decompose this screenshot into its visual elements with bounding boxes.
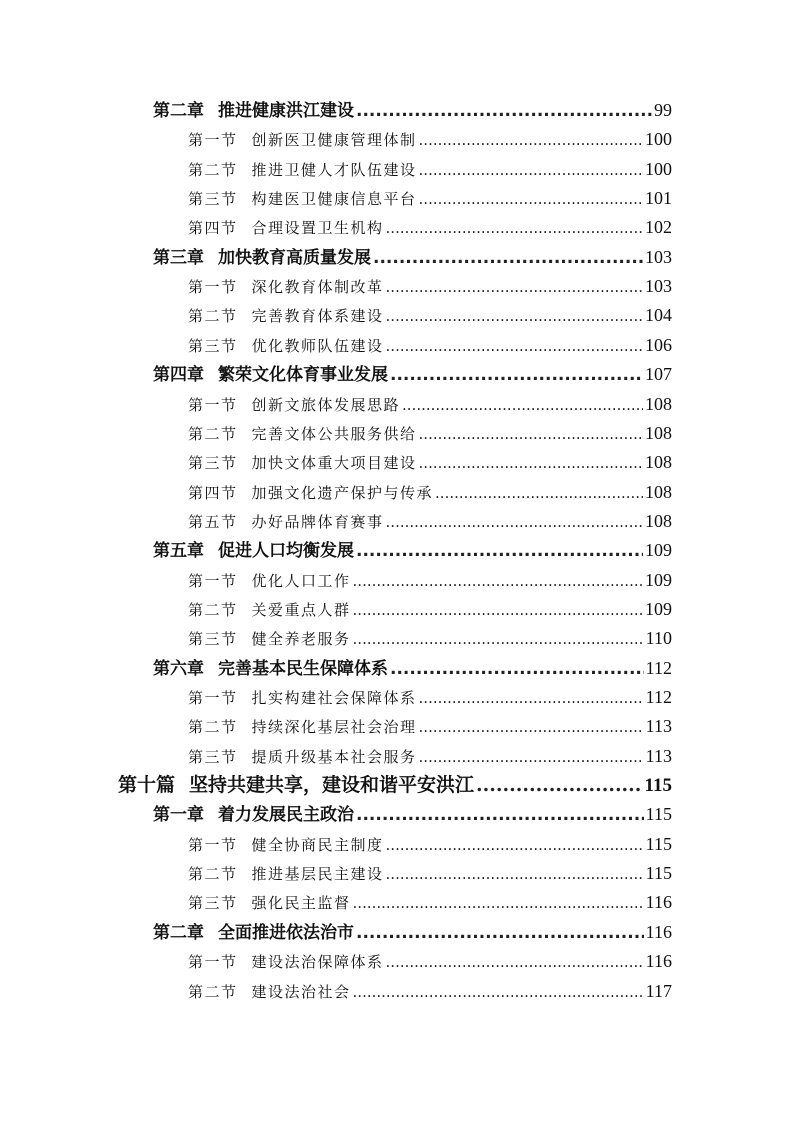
toc-entry-number: 第十篇 bbox=[118, 774, 176, 797]
toc-entry-text: 完善基本民生保障体系 bbox=[218, 658, 388, 679]
toc-page-number: 99 bbox=[654, 100, 672, 120]
toc-entry-section[interactable] bbox=[188, 155, 672, 184]
toc-entry-number: 第三章 bbox=[153, 247, 204, 268]
toc-entry-section[interactable] bbox=[188, 742, 672, 771]
toc-entry-section[interactable] bbox=[188, 331, 672, 360]
toc-entry-title bbox=[188, 567, 351, 596]
toc-entry-text: 深化教育体制改革 bbox=[251, 278, 384, 297]
toc-entry-number: 第三节 bbox=[188, 894, 238, 913]
toc-page-number: 107 bbox=[645, 364, 672, 385]
toc-entry-section[interactable] bbox=[188, 184, 672, 213]
toc-entry-section[interactable] bbox=[188, 507, 672, 536]
toc-entry-number: 第一节 bbox=[188, 953, 238, 972]
toc-entry-number: 第二节 bbox=[188, 424, 238, 443]
dot-leader bbox=[419, 126, 643, 155]
toc-entry-title bbox=[188, 214, 384, 243]
toc-entry-title bbox=[188, 625, 351, 654]
toc-entry-text: 加快文体重大项目建设 bbox=[251, 454, 417, 473]
toc-page-number: 116 bbox=[645, 951, 672, 972]
toc-entry-title bbox=[188, 743, 417, 772]
toc-page-number: 115 bbox=[644, 775, 672, 797]
toc-entry-text: 健全养老服务 bbox=[251, 630, 351, 649]
toc-page-number: 102 bbox=[645, 217, 672, 238]
toc-entry-number: 第二节 bbox=[188, 160, 238, 179]
toc-entry-text: 坚持共建共享，建设和谐平安洪江 bbox=[189, 774, 475, 797]
toc-entry-title bbox=[188, 449, 417, 478]
toc-entry-text: 合理设置卫生机构 bbox=[251, 219, 384, 238]
toc-page-number: 109 bbox=[645, 540, 672, 561]
dot-leader bbox=[419, 156, 643, 185]
toc-entry-section[interactable] bbox=[188, 390, 672, 419]
toc-entry-section[interactable] bbox=[188, 448, 672, 477]
toc-entry-section[interactable] bbox=[188, 301, 672, 330]
toc-entry-number: 第四章 bbox=[153, 365, 204, 386]
dot-leader bbox=[386, 214, 643, 243]
dot-leader bbox=[386, 302, 643, 331]
dot-leader bbox=[386, 508, 643, 537]
toc-entry-text: 优化人口工作 bbox=[251, 571, 351, 590]
dot-leader bbox=[356, 801, 644, 830]
toc-page-number: 101 bbox=[645, 188, 672, 209]
toc-entry-number: 第六章 bbox=[153, 658, 204, 679]
toc-entry-section[interactable] bbox=[188, 947, 672, 976]
toc-entry-section[interactable] bbox=[188, 830, 672, 859]
toc-entry-number: 第三节 bbox=[188, 336, 238, 355]
toc-entry-title bbox=[188, 302, 384, 331]
toc-entry-title bbox=[118, 771, 474, 800]
toc-page-number: 115 bbox=[645, 863, 672, 884]
toc-entry-text: 办好品牌体育赛事 bbox=[251, 512, 384, 531]
toc-entry-number: 第二节 bbox=[188, 307, 238, 326]
toc-entry-title bbox=[188, 948, 384, 977]
toc-entry-section[interactable] bbox=[188, 272, 672, 301]
dot-leader bbox=[353, 596, 643, 625]
toc-page-number: 109 bbox=[645, 598, 672, 619]
toc-entry-title bbox=[188, 596, 351, 625]
toc-entry-chapter[interactable] bbox=[153, 800, 672, 829]
toc-entry-title bbox=[153, 919, 354, 948]
toc-page-number: 108 bbox=[645, 452, 672, 473]
toc-entry-text: 促进人口均衡发展 bbox=[218, 541, 354, 562]
toc-entry-chapter[interactable] bbox=[153, 360, 672, 389]
toc-page-number: 110 bbox=[645, 628, 672, 649]
toc-entry-title bbox=[188, 273, 384, 302]
toc-entry-title bbox=[153, 244, 371, 273]
dot-leader bbox=[386, 948, 644, 977]
toc-entry-title bbox=[153, 655, 388, 684]
toc-entry-number: 第三节 bbox=[188, 454, 238, 473]
toc-entry-title bbox=[188, 479, 433, 508]
toc-entry-text: 扎实构建社会保障体系 bbox=[251, 689, 417, 707]
toc-entry-title bbox=[188, 978, 351, 1007]
dot-leader bbox=[476, 771, 643, 800]
toc-entry-text: 着力发展民主政治 bbox=[218, 805, 354, 826]
toc-entry-text: 优化教师队伍建设 bbox=[251, 336, 384, 355]
dot-leader bbox=[419, 713, 644, 742]
toc-page-number: 116 bbox=[645, 921, 672, 942]
toc-entry-text: 加强文化遗产保护与传承 bbox=[251, 483, 434, 502]
toc-page-number: 113 bbox=[645, 745, 672, 766]
toc-entry-text: 创新医卫健康管理体制 bbox=[251, 131, 417, 150]
dot-leader bbox=[419, 684, 644, 713]
toc-page-number: 113 bbox=[645, 716, 672, 737]
toc-entry-number: 第一节 bbox=[188, 395, 238, 414]
toc-entry-text: 完善教育体系建设 bbox=[251, 307, 384, 326]
dot-leader bbox=[386, 332, 643, 361]
dot-leader bbox=[419, 420, 643, 449]
toc-entry-number: 第一节 bbox=[188, 131, 238, 150]
toc-entry-section[interactable] bbox=[188, 888, 672, 917]
dot-leader bbox=[402, 391, 643, 420]
toc-entry-part[interactable] bbox=[118, 771, 672, 800]
toc-page-number: 108 bbox=[645, 422, 672, 443]
toc-entry-chapter[interactable] bbox=[153, 536, 672, 565]
dot-leader bbox=[419, 449, 643, 478]
toc-entry-number: 第三节 bbox=[188, 630, 238, 649]
toc-entry-number: 第二章 bbox=[153, 101, 204, 121]
toc-entry-text: 建设法治社会 bbox=[251, 982, 351, 1001]
dot-leader bbox=[353, 567, 643, 596]
toc-entry-text: 加快教育高质量发展 bbox=[218, 247, 371, 268]
toc-entry-text: 建设法治保障体系 bbox=[251, 953, 384, 972]
dot-leader bbox=[353, 625, 644, 654]
toc-entry-number: 第四节 bbox=[188, 483, 238, 502]
toc-entry-title bbox=[188, 185, 417, 214]
toc-entry-section[interactable] bbox=[188, 595, 672, 624]
toc-entry-text: 全面推进依法治市 bbox=[218, 922, 354, 943]
toc-entry-title bbox=[153, 801, 354, 830]
toc-entry-section[interactable] bbox=[188, 213, 672, 242]
toc-page-number: 103 bbox=[645, 276, 672, 297]
toc-page-number: 103 bbox=[645, 246, 672, 267]
dot-leader bbox=[353, 978, 644, 1007]
toc-entry-section[interactable] bbox=[188, 683, 672, 712]
dot-leader bbox=[390, 361, 643, 390]
toc-page-number: 108 bbox=[645, 510, 672, 531]
toc-entry-chapter[interactable] bbox=[153, 96, 672, 125]
toc-page-number: 106 bbox=[645, 334, 672, 355]
toc-entry-number: 第一节 bbox=[188, 835, 238, 854]
toc-entry-number: 第一节 bbox=[188, 689, 238, 707]
toc-entry-text: 推进卫健人才队伍建设 bbox=[251, 160, 417, 179]
toc-entry-title bbox=[188, 391, 400, 420]
dot-leader bbox=[435, 479, 643, 508]
toc-entry-title bbox=[188, 713, 417, 742]
toc-entry-section[interactable] bbox=[188, 624, 672, 653]
toc-entry-text: 强化民主监督 bbox=[251, 894, 351, 913]
toc-entry-chapter[interactable] bbox=[153, 918, 672, 947]
toc-entry-number: 第三节 bbox=[188, 747, 238, 766]
toc-entry-title bbox=[188, 889, 351, 918]
toc-entry-number: 第二节 bbox=[188, 982, 238, 1001]
dot-leader bbox=[386, 273, 643, 302]
toc-entry-section[interactable] bbox=[188, 712, 672, 741]
toc-entry-title bbox=[188, 684, 417, 713]
toc-entry-text: 完善文体公共服务供给 bbox=[251, 424, 417, 443]
toc-entry-title bbox=[188, 831, 384, 860]
toc-entry-text: 繁荣文化体育事业发展 bbox=[218, 365, 388, 386]
toc-entry-title bbox=[188, 332, 384, 361]
toc-entry-number: 第二节 bbox=[188, 600, 238, 619]
toc-entry-title bbox=[188, 508, 384, 537]
toc-entry-text: 推进健康洪江建设 bbox=[218, 101, 354, 121]
dot-leader bbox=[419, 185, 643, 214]
toc-entry-section[interactable] bbox=[188, 859, 672, 888]
toc-entry-section[interactable] bbox=[188, 125, 672, 154]
toc-entry-title bbox=[188, 420, 417, 449]
dot-leader bbox=[356, 919, 644, 948]
dot-leader bbox=[353, 889, 644, 918]
dot-leader bbox=[390, 655, 644, 684]
dot-leader bbox=[386, 831, 644, 860]
toc-entry-number: 第二节 bbox=[188, 865, 238, 884]
toc-page-number: 116 bbox=[645, 892, 672, 913]
toc-entry-section[interactable] bbox=[188, 419, 672, 448]
toc-entry-number: 第五章 bbox=[153, 541, 204, 562]
toc-page-number: 100 bbox=[645, 129, 672, 150]
toc-entry-title bbox=[153, 537, 354, 566]
toc-entry-text: 关爱重点人群 bbox=[251, 600, 351, 619]
toc-entry-text: 创新文旅体发展思路 bbox=[251, 395, 401, 414]
toc-entry-number: 第二章 bbox=[153, 922, 204, 943]
toc-page-number: 104 bbox=[645, 305, 672, 326]
toc-page-number: 112 bbox=[645, 657, 672, 678]
toc-entry-title bbox=[188, 126, 417, 155]
dot-leader bbox=[356, 97, 652, 126]
toc-entry-number: 第四节 bbox=[188, 219, 238, 238]
toc-page-number: 108 bbox=[645, 481, 672, 502]
dot-leader bbox=[386, 860, 644, 889]
toc-page-number: 115 bbox=[645, 804, 672, 825]
toc-entry-number: 第一节 bbox=[188, 571, 238, 590]
toc-page-number: 100 bbox=[645, 158, 672, 179]
toc-entry-section[interactable] bbox=[188, 566, 672, 595]
toc-page-number: 112 bbox=[645, 687, 672, 707]
toc-entry-text: 持续深化基层社会治理 bbox=[251, 718, 417, 737]
toc-entry-text: 健全协商民主制度 bbox=[251, 835, 384, 854]
toc-entry-number: 第三节 bbox=[188, 190, 238, 209]
toc-entry-text: 构建医卫健康信息平台 bbox=[251, 190, 417, 209]
toc-entry-number: 第一节 bbox=[188, 278, 238, 297]
toc-entry-section[interactable] bbox=[188, 977, 672, 1006]
toc-page-number: 109 bbox=[645, 569, 672, 590]
toc-entry-number: 第五节 bbox=[188, 512, 238, 531]
toc-entry-section[interactable] bbox=[188, 478, 672, 507]
toc-entry-title bbox=[188, 860, 384, 889]
toc-entry-number: 第二节 bbox=[188, 718, 238, 737]
toc-entry-text: 提质升级基本社会服务 bbox=[251, 747, 417, 766]
toc-entry-title bbox=[188, 156, 417, 185]
toc-entry-chapter[interactable] bbox=[153, 654, 672, 683]
toc-entry-title bbox=[153, 361, 388, 390]
dot-leader bbox=[419, 743, 644, 772]
toc-page-number: 117 bbox=[645, 980, 672, 1001]
toc-page-number: 115 bbox=[645, 833, 672, 854]
dot-leader bbox=[356, 537, 643, 566]
dot-leader bbox=[373, 244, 643, 273]
toc-entry-text: 推进基层民主建设 bbox=[251, 865, 384, 884]
toc-entry-number: 第一章 bbox=[153, 805, 204, 826]
toc-entry-chapter[interactable] bbox=[153, 243, 672, 272]
toc-entry-title bbox=[153, 97, 354, 126]
toc-page-number: 108 bbox=[645, 393, 672, 414]
